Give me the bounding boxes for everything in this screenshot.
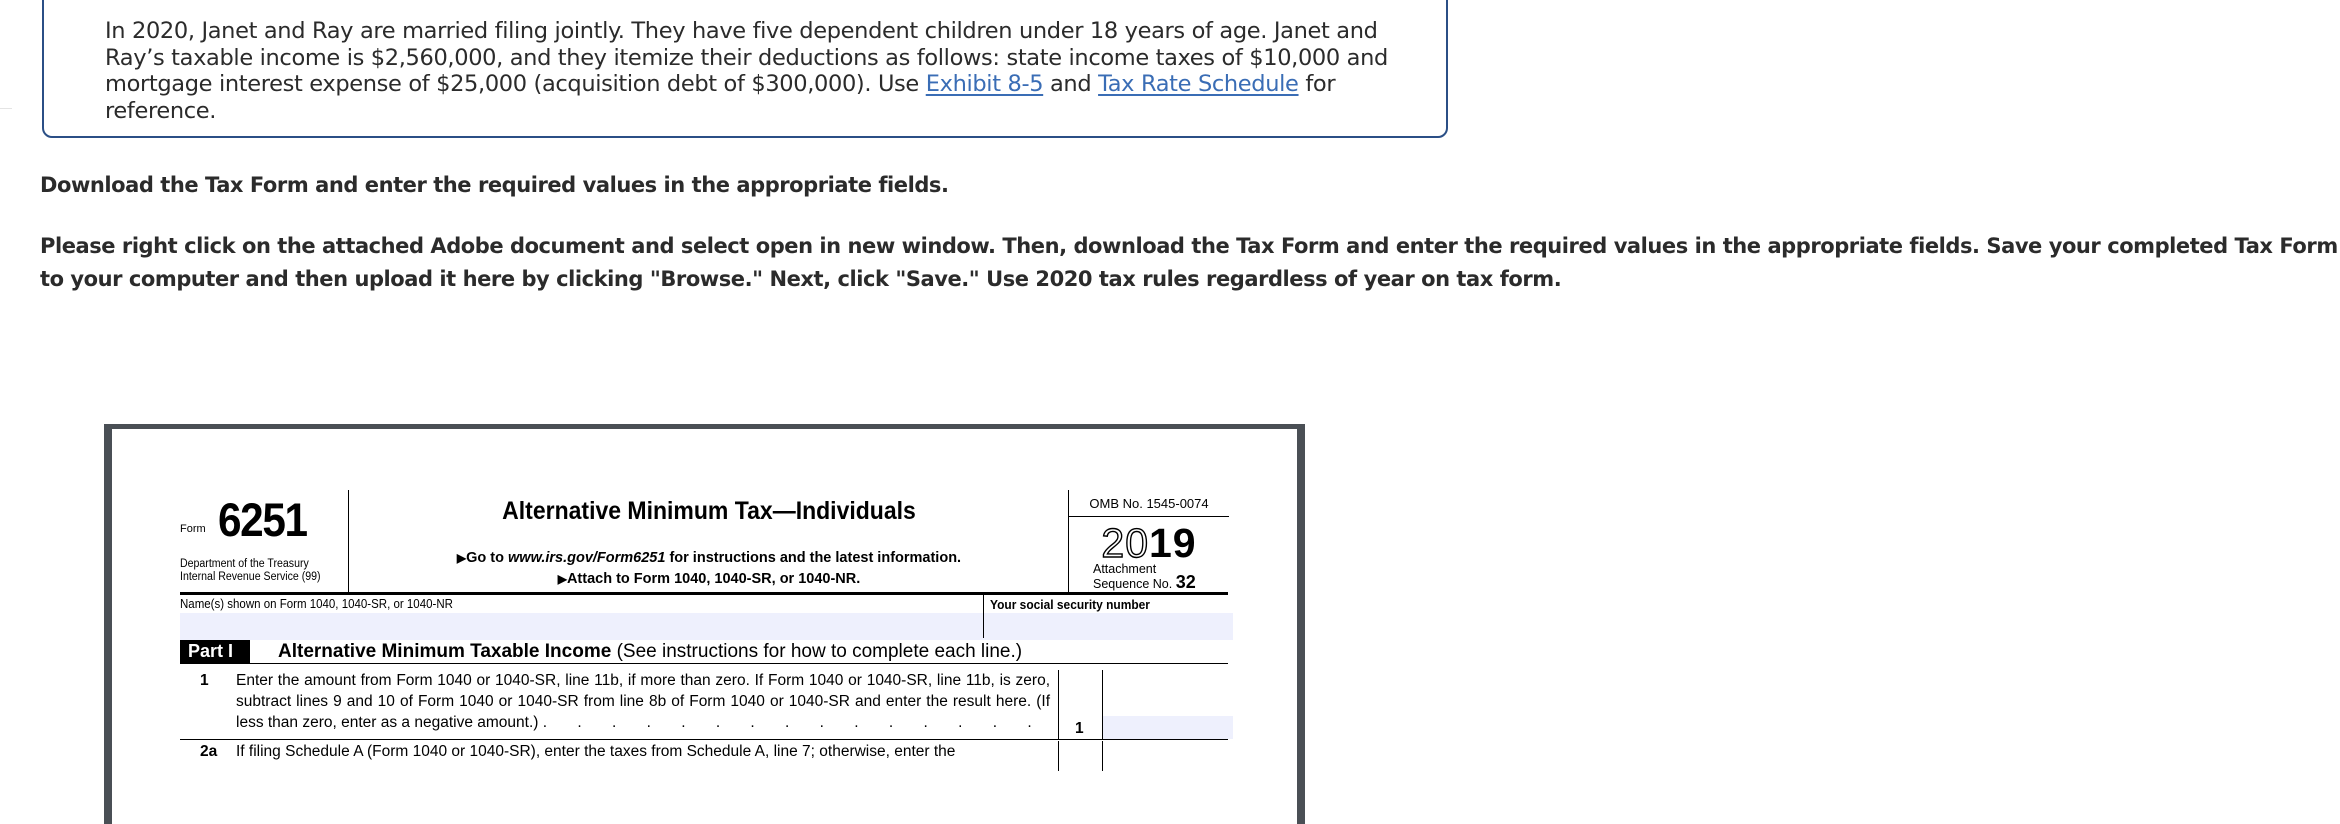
irs-url: www.irs.gov/Form6251 — [508, 550, 666, 566]
line-number: 2a — [200, 743, 218, 760]
form-title: Alternative Minimum Tax—Individuals — [502, 497, 916, 525]
form-id-block — [180, 490, 349, 593]
problem-statement — [105, 18, 1435, 124]
names-input[interactable] — [180, 613, 987, 640]
tax-year-outline: 20 — [1101, 520, 1149, 566]
department-line-2: Internal Revenue Service (99) — [180, 571, 321, 583]
tax-year — [1069, 520, 1229, 567]
attach-text: Attach to Form 1040, 1040-SR, or 1040-NR. — [566, 571, 861, 587]
instruction-upload: Please right click on the attached Adobe document and select open in new window. Then, download the Tax Form and enter the required values in the appropriate fields. Save your completed Tax Form to your computer and then upload it here by clicking "Browse." Next, click "Save." Use 2020 tax rules regardless of year on tax form. — [40, 234, 2338, 291]
line-text — [236, 670, 1050, 733]
form-line-1 — [180, 670, 1228, 740]
part-1-header — [180, 640, 1228, 664]
omb-block — [1068, 490, 1229, 593]
sequence-label: Sequence No. — [1093, 577, 1173, 591]
line-box-number — [1058, 741, 1102, 771]
line-number: 1 — [200, 672, 209, 689]
part-1-note: (See instructions for how to complete each line.) — [611, 641, 1023, 662]
part-1-tag: Part I — [180, 640, 250, 663]
problem-text-join: and — [1043, 71, 1099, 97]
attachment-label: Attachment — [1093, 562, 1157, 576]
line-1-text: Enter the amount from Form 1040 or 1040-SR, line 11b, if more than zero. If Form 1040 or 1040-SR, line 11b, is zero, subtract lines 9 and 10 of Form 1040 or 1040-SR from line 8b of Form 1040 or 1040-SR and enter the result here. (If less than zero, enter as a negative amount.) — [236, 672, 1050, 731]
part-1-title — [278, 640, 1022, 663]
line-1-amount-cell — [1102, 670, 1228, 739]
ssn-input[interactable] — [984, 613, 1233, 640]
line-text — [236, 741, 1050, 762]
form-word: Form — [180, 523, 206, 535]
names-row — [180, 595, 1228, 639]
names-label: Name(s) shown on Form 1040, 1040-SR, or 1040-NR — [180, 597, 453, 611]
line-2a-text: If filing Schedule A (Form 1040 or 1040-SR), enter the taxes from Schedule A, line 7; otherwise, enter the — [236, 743, 956, 760]
part-1-title-bold: Alternative Minimum Taxable Income — [278, 641, 612, 662]
attach-instructions — [350, 571, 1068, 587]
line-box-label: 1 — [1075, 720, 1084, 737]
line-2a-amount-cell — [1102, 741, 1228, 771]
omb-number: OMB No. 1545-0074 — [1069, 496, 1229, 517]
form-title-block — [350, 490, 1068, 593]
line-box-number — [1058, 670, 1102, 739]
department-line-1: Department of the Treasury — [180, 558, 309, 570]
tax-year-solid: 19 — [1149, 520, 1197, 566]
goto-instructions — [350, 550, 1068, 566]
form-number: 6251 — [218, 493, 307, 546]
leader-dots: . . . . . . . . . . . . . . . — [542, 714, 1045, 731]
line-1-amount-input[interactable] — [1103, 716, 1233, 739]
tax-rate-schedule-link[interactable]: Tax Rate Schedule — [1098, 71, 1299, 97]
ssn-label: Your social security number — [990, 597, 1150, 612]
instruction-download: Download the Tax Form and enter the required values in the appropriate fields. — [40, 173, 949, 197]
goto-suffix: for instructions and the latest information. — [665, 550, 962, 566]
triangle-right-icon: ▶ — [557, 572, 567, 586]
form-6251 — [180, 490, 1228, 760]
problem-text: In 2020, Janet and Ray are married filing jointly. They have five dependent children under 18 years of age. Janet and Ray’s taxable income is $2,560,000, and they itemize their deductions as follows: state income taxes of $10,000 and mortgage interest expense of $25,000 (acquisition debt of $300,000). Use — [105, 18, 1388, 97]
form-header — [180, 490, 1228, 593]
goto-prefix: Go to — [466, 550, 509, 566]
attachment-sequence — [1093, 563, 1196, 591]
problem-text-end: for reference. — [105, 71, 1336, 124]
ssn-cell — [983, 595, 1229, 638]
triangle-right-icon: ▶ — [456, 551, 467, 565]
sequence-number: 32 — [1175, 572, 1196, 592]
form-line-2a — [180, 741, 1228, 771]
department-label — [180, 558, 321, 584]
left-edge-divider — [0, 108, 12, 109]
exhibit-8-5-link[interactable]: Exhibit 8-5 — [925, 71, 1044, 97]
